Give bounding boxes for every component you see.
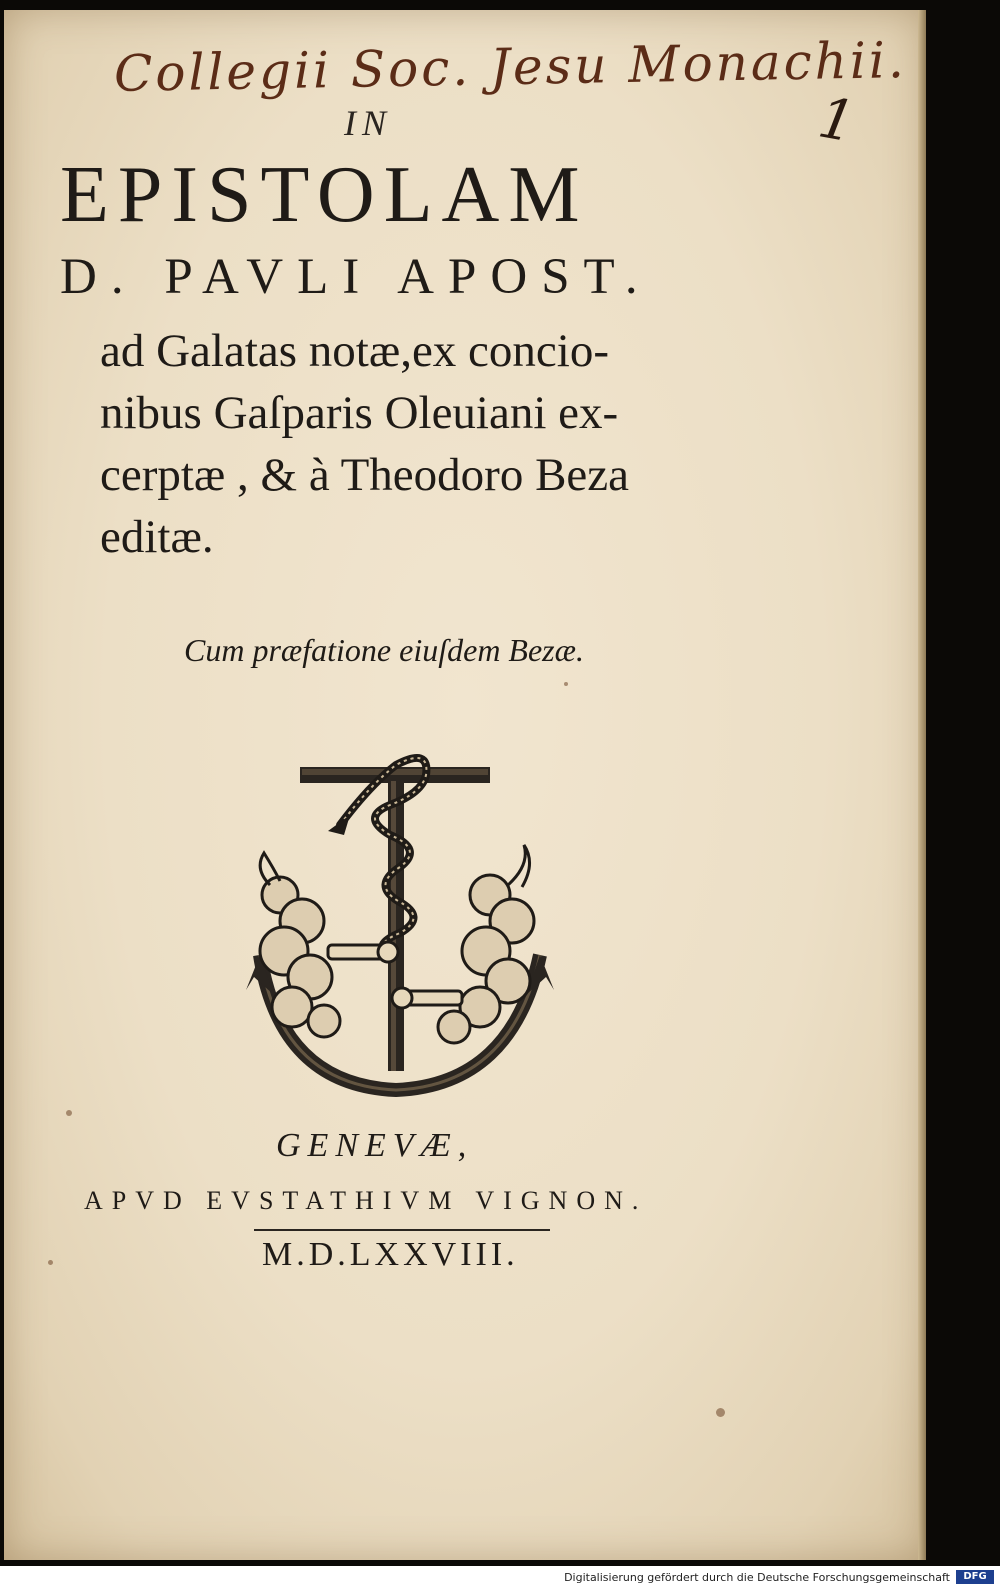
paper-speck <box>66 1110 72 1116</box>
title-body-line: cerptæ , & à Theodoro Beza <box>100 449 630 501</box>
title-line-in: IN <box>344 103 392 143</box>
handwritten-note-text: Collegii Soc. Jesu Monachii. <box>113 31 908 103</box>
handwritten-ownership-note <box>4 10 926 170</box>
imprint-city: GENEVÆ, <box>276 1127 474 1164</box>
left-cloud-hand <box>260 877 398 1037</box>
serpent-body <box>340 758 426 959</box>
paper-speck <box>716 1408 725 1417</box>
footer-credit: Digitalisierung gefördert durch die Deutsche Forschungsgemeinschaft <box>564 1571 950 1584</box>
imprint-rule <box>254 1229 550 1231</box>
paper-speck <box>564 682 568 686</box>
anchor-serpent-device-icon <box>240 745 560 1105</box>
dfg-logo: DFG <box>956 1570 994 1584</box>
title-body-line: nibus Gaſparis Oleuiani ex- <box>100 387 619 439</box>
title-page <box>4 10 926 1560</box>
imprint-year: M.D.LXXVIII. <box>262 1236 519 1273</box>
page-edge <box>918 10 926 1560</box>
serpent-head <box>328 815 350 835</box>
footer-bar <box>0 1566 1000 1590</box>
shelf-number: 1 <box>813 85 861 156</box>
paper-speck <box>48 1260 53 1265</box>
imprint-printer: APVD EVSTATHIVM VIGNON. <box>84 1186 648 1215</box>
title-body <box>100 320 720 568</box>
title-body-line: editæ. <box>100 511 214 563</box>
title-second-line: D. PAVLI APOST. <box>60 249 652 305</box>
title-main: EPISTOLAM <box>60 151 589 239</box>
preface-note: Cum præfatione eiuſdem Bezæ. <box>184 632 584 668</box>
title-body-line: ad Galatas notæ,ex concio- <box>100 325 609 377</box>
